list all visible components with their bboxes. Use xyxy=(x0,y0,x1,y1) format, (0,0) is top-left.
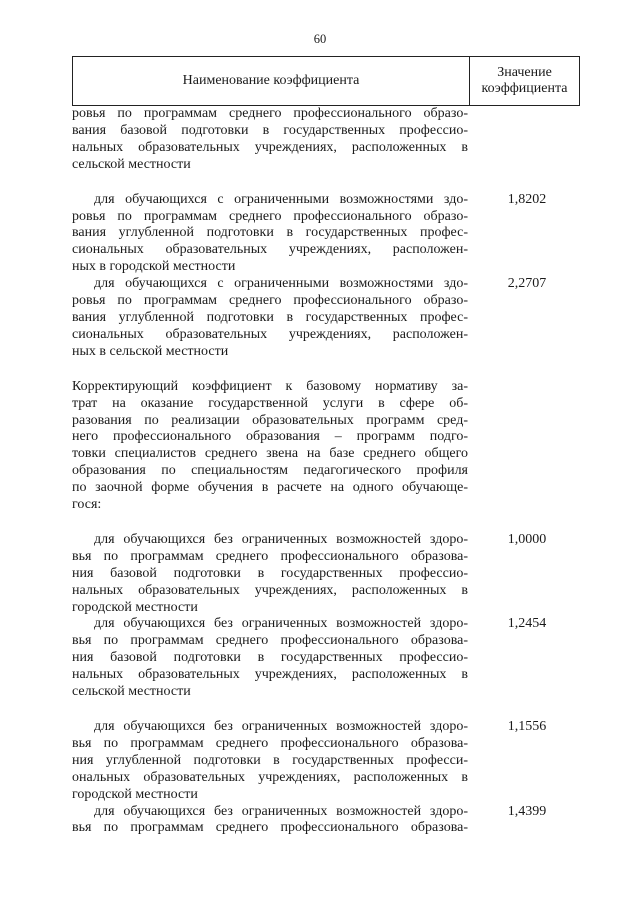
text-line: для обучающихся без ограниченных возможностей здоро- xyxy=(94,719,468,734)
text-line: ных в сельской местности xyxy=(72,343,229,359)
row-description xyxy=(72,192,468,277)
text-line: вания углубленной подготовки в государственных профес- xyxy=(72,309,468,325)
text-line: ния углубленной подготовки в государственных професси- xyxy=(72,752,468,768)
row-description xyxy=(72,276,468,361)
row-value: 2,2707 xyxy=(507,276,547,292)
text-line: нальных образовательных учреждениях, расположенных в xyxy=(72,139,468,155)
text-line: ровья по программам среднего профессионального образо- xyxy=(72,293,468,309)
text-line: трат на оказание государственной услуги в сфере об- xyxy=(72,395,468,411)
row-description xyxy=(72,719,468,804)
text-line: для обучающихся с ограниченными возможностями здо- xyxy=(94,276,468,292)
text-line: нальных образовательных учреждениях, расположенных в xyxy=(72,667,468,683)
table-row xyxy=(72,106,580,174)
row-description xyxy=(72,379,468,514)
text-line: вания углубленной подготовки в государственных профес- xyxy=(72,225,468,241)
row-value: 1,0000 xyxy=(507,531,547,547)
row-description xyxy=(72,106,468,174)
text-line: ния базовой подготовки в государственных профессио- xyxy=(72,565,468,581)
text-line: нальных образовательных учреждениях, расположенных в xyxy=(72,582,468,598)
text-line: по заочной форме обучения в расчете на одного обучающе- xyxy=(72,480,468,496)
text-line: для обучающихся без ограниченных возможностей здоро- xyxy=(94,616,468,632)
table-row xyxy=(72,379,580,514)
text-line: городской местности xyxy=(72,786,198,802)
text-line: для обучающихся без ограниченных возможностей здоро- xyxy=(94,531,468,547)
text-line: вья по программам среднего профессионального образова- xyxy=(72,548,468,564)
row-value: 1,8202 xyxy=(507,191,547,207)
text-line: ровья по программам среднего профессионального образо- xyxy=(72,106,468,121)
header-value-line-2: коэффициента xyxy=(481,81,568,96)
row-value xyxy=(468,379,580,514)
text-line: сельской местности xyxy=(72,684,191,700)
coefficient-table-body xyxy=(72,106,580,837)
table-row xyxy=(72,804,580,838)
table-row xyxy=(72,192,580,277)
text-line: вания базовой подготовки в государственных профессио- xyxy=(72,122,468,138)
table-row xyxy=(72,719,580,804)
row-value: 1,2454 xyxy=(507,616,547,632)
text-line: сельской местности xyxy=(72,156,191,172)
text-line: разования по реализации образовательных программ сред- xyxy=(72,412,468,428)
header-coefficient-name: Наименование коэффициента xyxy=(73,57,470,105)
text-line: образования по специальностям педагогического профиля xyxy=(72,463,468,479)
text-line: сиональных образовательных учреждениях, расположен- xyxy=(72,242,468,258)
table-row xyxy=(72,616,580,701)
row-value xyxy=(468,106,580,174)
table-row xyxy=(72,532,580,617)
text-line: сиональных образовательных учреждениях, расположен- xyxy=(72,326,468,342)
table-row xyxy=(72,276,580,361)
text-line: товки специалистов среднего звена на базе среднего общего xyxy=(72,446,468,462)
table-header xyxy=(72,56,580,106)
text-line: вья по программам среднего профессионального образова- xyxy=(72,633,468,649)
text-line: вья по программам среднего профессионального образова- xyxy=(72,820,468,836)
text-line: для обучающихся без ограниченных возможностей здоро- xyxy=(94,803,468,819)
text-line: городской местности xyxy=(72,599,198,615)
header-coefficient-value xyxy=(470,57,579,105)
text-line: для обучающихся с ограниченными возможностями здо- xyxy=(94,191,468,207)
text-line: ных в городской местности xyxy=(72,259,236,275)
text-line: ния базовой подготовки в государственных профессио- xyxy=(72,650,468,666)
text-line: Корректирующий коэффициент к базовому нормативу за- xyxy=(72,378,468,394)
row-description xyxy=(72,616,468,701)
row-value: 1,1556 xyxy=(507,719,547,734)
text-line: гося: xyxy=(72,497,102,513)
text-line: ональных образовательных учреждениях, расположенных в xyxy=(72,769,468,785)
row-value: 1,4399 xyxy=(507,803,547,819)
text-line: вья по программам среднего профессионального образова- xyxy=(72,735,468,751)
page-number: 60 xyxy=(313,32,327,46)
row-description xyxy=(72,804,468,838)
text-line: ровья по программам среднего профессионального образо- xyxy=(72,208,468,224)
row-description xyxy=(72,532,468,617)
header-value-line-1: Значение xyxy=(497,65,552,80)
text-line: него профессионального образования – программ подго- xyxy=(72,429,468,445)
